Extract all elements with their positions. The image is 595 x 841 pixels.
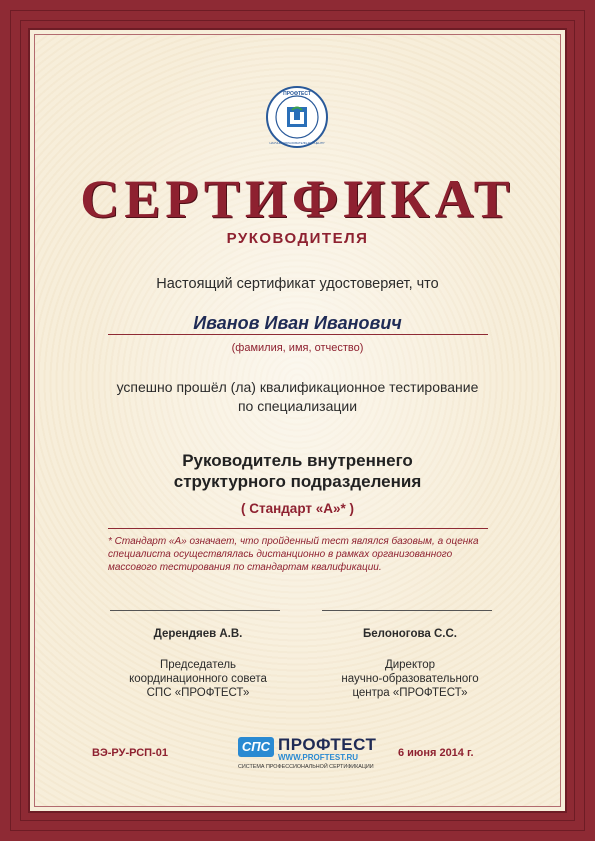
footnote-divider <box>108 528 488 529</box>
certificate-code: ВЭ-РУ-РСП-01 <box>92 747 168 759</box>
signer-left <box>88 628 308 700</box>
signature-line-left <box>110 610 280 611</box>
recipient-name: Иванов Иван Иванович <box>193 313 402 333</box>
specialization-line-1: Руководитель внутреннего <box>182 451 413 470</box>
emblem-top-text: ПРОФТЕСТ <box>283 91 311 97</box>
proftest-logo <box>238 735 377 777</box>
logo-name: ПРОФТЕСТ <box>278 735 377 754</box>
name-hint: (фамилия, имя, отчество) <box>231 342 364 354</box>
footnote: * Стандарт «А» означает, что пройденный тест являлся базовым, а оценка специалиста осуществлялась дистанционно в рамках организованного массового тестирования по стандартам квалификации. <box>108 536 479 573</box>
certificate-title: СЕРТИФИКАТ <box>80 169 515 229</box>
name-underline <box>108 334 488 335</box>
signer-name: Белоногова С.С. <box>363 628 457 640</box>
logo-abbr: СПС <box>238 737 274 757</box>
logo-tagline: СИСТЕМА ПРОФЕССИОНАЛЬНОЙ СЕРТИФИКАЦИИ <box>238 764 374 770</box>
certificate-subtitle: РУКОВОДИТЕЛЯ <box>226 230 369 247</box>
signature-line-right <box>322 610 492 611</box>
proftest-emblem-icon <box>266 86 328 148</box>
passed-line-2: по специализации <box>237 398 358 414</box>
signer-role-line: центра «ПРОФТЕСТ» <box>352 687 468 699</box>
signer-role-line: координационного совета <box>129 673 267 685</box>
logo-url: WWW.PROFTEST.RU <box>278 753 358 762</box>
intro-text: Настоящий сертификат удостоверяет, что <box>156 276 439 292</box>
passed-line-1: успешно прошёл (ла) квалификационное тестирование <box>116 379 479 395</box>
standard-label: ( Стандарт «А»* ) <box>240 501 355 516</box>
signer-role <box>300 658 520 700</box>
emblem-ring-text: НАУЧНО-ОБРАЗОВАТЕЛЬНЫЙ ЦЕНТР <box>269 141 325 145</box>
signer-role-line: СПС «ПРОФТЕСТ» <box>146 687 250 699</box>
signer-role-line: научно-образовательного <box>341 673 479 685</box>
passed-text <box>0 378 595 416</box>
signer-role-line: Председатель <box>159 659 237 671</box>
signer-right <box>300 628 520 700</box>
signer-role-line: Директор <box>384 659 436 671</box>
signer-name: Дерендяев А.В. <box>153 628 243 640</box>
issue-date: 6 июня 2014 г. <box>398 747 474 759</box>
specialization-line-2: структурного подразделения <box>173 472 422 491</box>
specialization <box>0 450 595 492</box>
signer-role <box>88 658 308 700</box>
